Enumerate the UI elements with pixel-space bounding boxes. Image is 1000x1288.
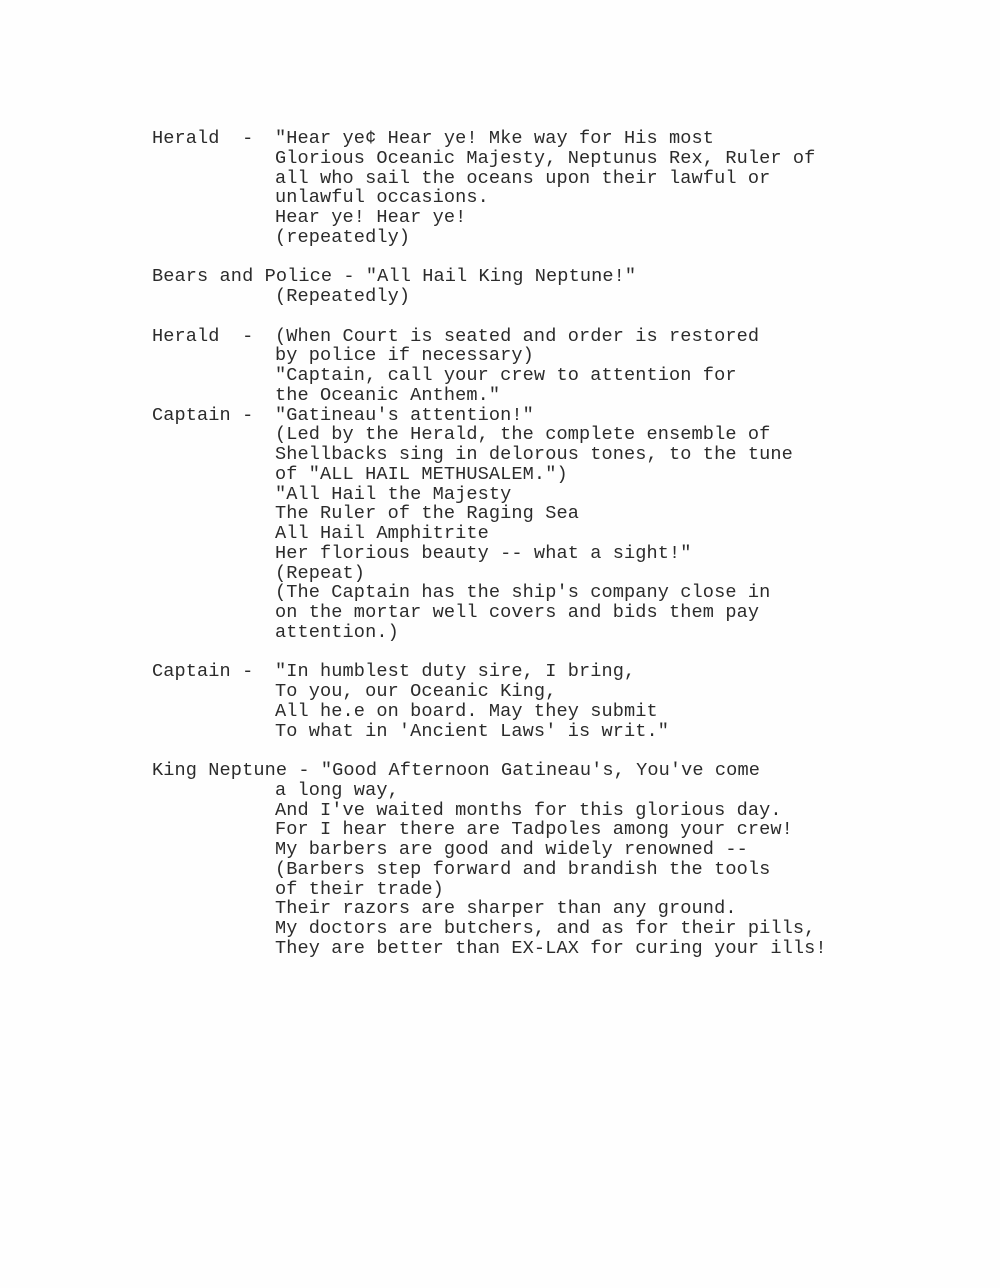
dialogue-lines <box>275 662 972 741</box>
dialogue-line: My doctors are butchers, and as for their pills, <box>275 918 816 939</box>
dialogue-lines <box>275 781 972 959</box>
dialogue-line: attention.) <box>275 621 399 643</box>
dialogue-line: Their razors are sharper than any ground. <box>275 898 737 920</box>
speaker-label: King Neptune - <box>152 760 310 781</box>
dialogue-line: For I hear there are Tadpoles among your crew! <box>275 819 793 841</box>
speaker-label: Captain - <box>152 661 254 683</box>
dialogue-line: of their trade) <box>275 878 444 900</box>
dialogue-line: (repeatedly) <box>275 226 411 248</box>
dialogue-line: All Hail Amphitrite <box>275 523 489 544</box>
dialogue-line: "In humblest duty sire, I bring, <box>275 661 636 683</box>
dialogue-line: (When Court is seated and order is restored <box>275 325 760 347</box>
ceremony-script <box>152 129 972 959</box>
dialogue-line: All he.e on board. May they submit <box>275 700 658 722</box>
dialogue-line: (Led by the Herald, the complete ensemble of <box>275 424 771 446</box>
dialogue-line: on the mortar well covers and bids them pay <box>275 602 760 623</box>
script-entry-captain-2 <box>152 662 972 741</box>
dialogue-lines <box>275 406 972 643</box>
script-entry-bears-and-police <box>152 267 972 307</box>
dialogue-line: unlawful occasions. <box>275 187 489 209</box>
script-entry-herald-2 <box>152 327 972 406</box>
dialogue-line: And I've waited months for this glorious day. <box>275 799 782 821</box>
dialogue-line: all who sail the oceans upon their lawful or <box>275 167 771 189</box>
dialogue-line: The Ruler of the Raging Sea <box>275 503 579 525</box>
dialogue-line: (Repeat) <box>275 562 366 584</box>
dialogue-line: To what in 'Ancient Laws' is writ." <box>275 720 670 742</box>
speaker-label: Bears and Police - <box>152 266 355 288</box>
dialogue-line: "Captain, call your crew to attention for <box>275 365 737 386</box>
dialogue-line: "Hear ye¢ Hear ye! Mke way for His most <box>275 128 715 149</box>
dialogue-line: (Barbers step forward and brandish the tools <box>275 858 771 880</box>
script-entry-captain-1 <box>152 406 972 643</box>
dialogue-line: a long way, <box>275 779 399 801</box>
dialogue-line: Shellbacks sing in delorous tones, to the tune <box>275 444 793 465</box>
speaker-label: Herald - <box>152 325 254 347</box>
dialogue-line: Glorious Oceanic Majesty, Neptunus Rex, Ruler of <box>275 147 816 169</box>
dialogue-line: (The Captain has the ship's company close in <box>275 582 771 604</box>
dialogue-line: of "ALL HAIL METHUSALEM.") <box>275 463 568 485</box>
speaker-label: Captain - <box>152 404 254 426</box>
dialogue-line: They are better than EX-LAX for curing your ills! <box>275 937 827 959</box>
speaker-label: Herald - <box>152 128 254 149</box>
dialogue-line: by police if necessary) <box>275 345 534 367</box>
dialogue-line: "Good Afternoon Gatineau's, You've come <box>320 760 760 781</box>
dialogue-line: "All Hail the Majesty <box>275 483 512 505</box>
dialogue-line: My barbers are good and widely renowned -- <box>275 839 748 860</box>
dialogue-line: Hear ye! Hear ye! <box>275 207 467 228</box>
dialogue-line: (Repeatedly) <box>275 286 411 307</box>
dialogue-line: "All Hail King Neptune!" <box>365 266 637 288</box>
dialogue-line: the Oceanic Anthem." <box>275 384 501 406</box>
dialogue-line: To you, our Oceanic King, <box>275 681 557 702</box>
dialogue-lines <box>275 129 972 248</box>
script-entry-herald-1 <box>152 129 972 248</box>
dialogue-line: Her florious beauty -- what a sight!" <box>275 542 692 564</box>
dialogue-lines <box>275 327 972 406</box>
script-entry-king-neptune <box>152 761 972 959</box>
dialogue-line: "Gatineau's attention!" <box>275 404 534 426</box>
